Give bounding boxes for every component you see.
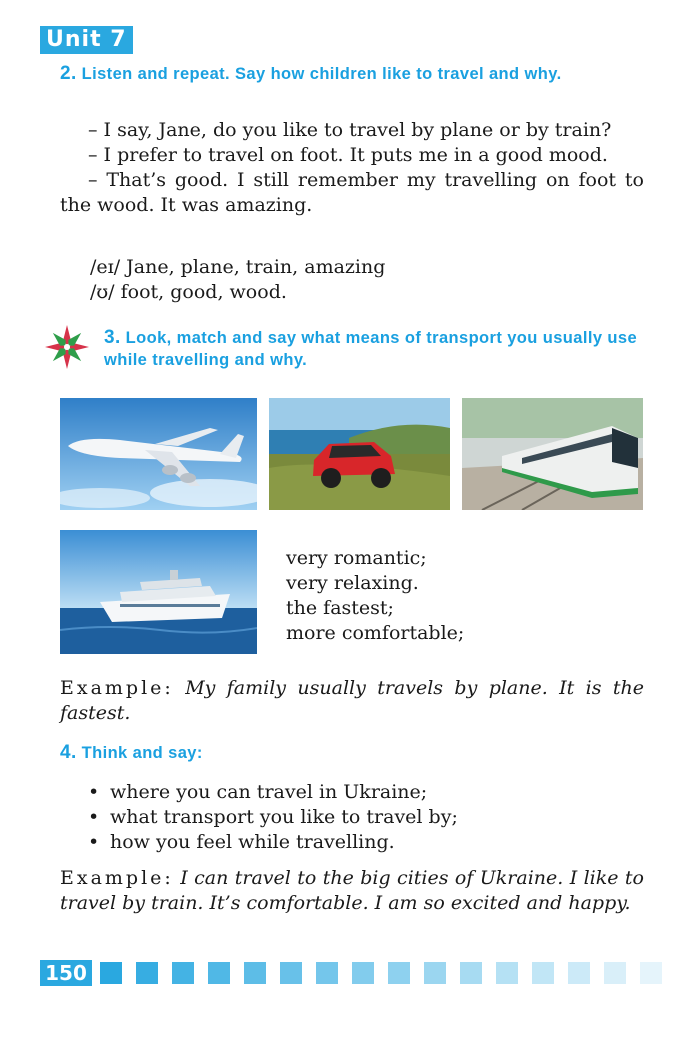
bullet-item: • what transport you like to travel by; [88, 806, 458, 828]
phrase-item: more comfortable; [286, 622, 465, 644]
decorative-square [568, 962, 590, 984]
phrase-item: very relaxing. [286, 572, 419, 594]
decorative-square [172, 962, 194, 984]
task-3-heading [104, 327, 644, 371]
task-4-number: 4. [60, 742, 77, 763]
task-4-heading [60, 742, 644, 764]
decorative-square [316, 962, 338, 984]
decorative-square [244, 962, 266, 984]
phrases-list [286, 546, 464, 646]
decorative-squares [100, 962, 700, 984]
decorative-square [424, 962, 446, 984]
task-2-instruction: Listen and repeat. Say how children like to travel and why. [81, 65, 562, 83]
task-2-heading [60, 63, 644, 85]
car-photo [269, 398, 450, 510]
phonetic-words: Jane, plane, train, amazing [126, 256, 386, 278]
phonetic-symbol: /ʊ/ [90, 281, 115, 303]
page-number: 150 [40, 960, 92, 986]
phonetic-symbol: /eɪ/ [90, 256, 121, 278]
dialog-line: – I prefer to travel on foot. It puts me in a good mood. [88, 144, 608, 166]
ornament-star-icon [44, 324, 90, 370]
example-label: Example: [60, 867, 174, 889]
example-text: I can travel to the big cities of Ukraine. I like to travel by train. It’s comfortable. I am so excited and happy. [60, 867, 644, 914]
decorative-square [352, 962, 374, 984]
ship-photo [60, 530, 257, 654]
decorative-square [136, 962, 158, 984]
bullet-item: • how you feel while travelling. [88, 831, 395, 853]
phonetics-block [90, 255, 590, 305]
task-2-number: 2. [60, 63, 77, 84]
task-2-dialog [60, 118, 644, 218]
decorative-square [388, 962, 410, 984]
decorative-square [496, 962, 518, 984]
phrase-item: the fastest; [286, 597, 394, 619]
bullet-item: • where you can travel in Ukraine; [88, 781, 428, 803]
dialog-line: – I say, Jane, do you like to travel by plane or by train? [88, 119, 612, 141]
decorative-square [100, 962, 122, 984]
example-label: Example: [60, 677, 174, 699]
decorative-square [604, 962, 626, 984]
decorative-square [460, 962, 482, 984]
task-4-example [60, 866, 644, 916]
task-3-instruction: Look, match and say what means of transport you usually use while travelling and why. [104, 329, 638, 369]
example-text: My family usually travels by plane. It is the fastest. [60, 677, 644, 724]
decorative-square [208, 962, 230, 984]
decorative-square [280, 962, 302, 984]
task-3-number: 3. [104, 327, 121, 348]
decorative-square [532, 962, 554, 984]
unit-badge: Unit 7 [40, 26, 133, 54]
phrase-item: very romantic; [286, 547, 427, 569]
phonetics-line [90, 280, 590, 305]
task-4-bullets [88, 780, 458, 855]
decorative-square [640, 962, 662, 984]
task-4-instruction: Think and say: [81, 744, 203, 762]
phonetics-line [90, 255, 590, 280]
phonetic-words: foot, good, wood. [120, 281, 287, 303]
train-photo [462, 398, 643, 510]
task-3-example [60, 676, 644, 726]
airplane-photo [60, 398, 257, 510]
dialog-line: – That’s good. I still remember my travelling on foot to the wood. It was amazing. [60, 169, 644, 216]
